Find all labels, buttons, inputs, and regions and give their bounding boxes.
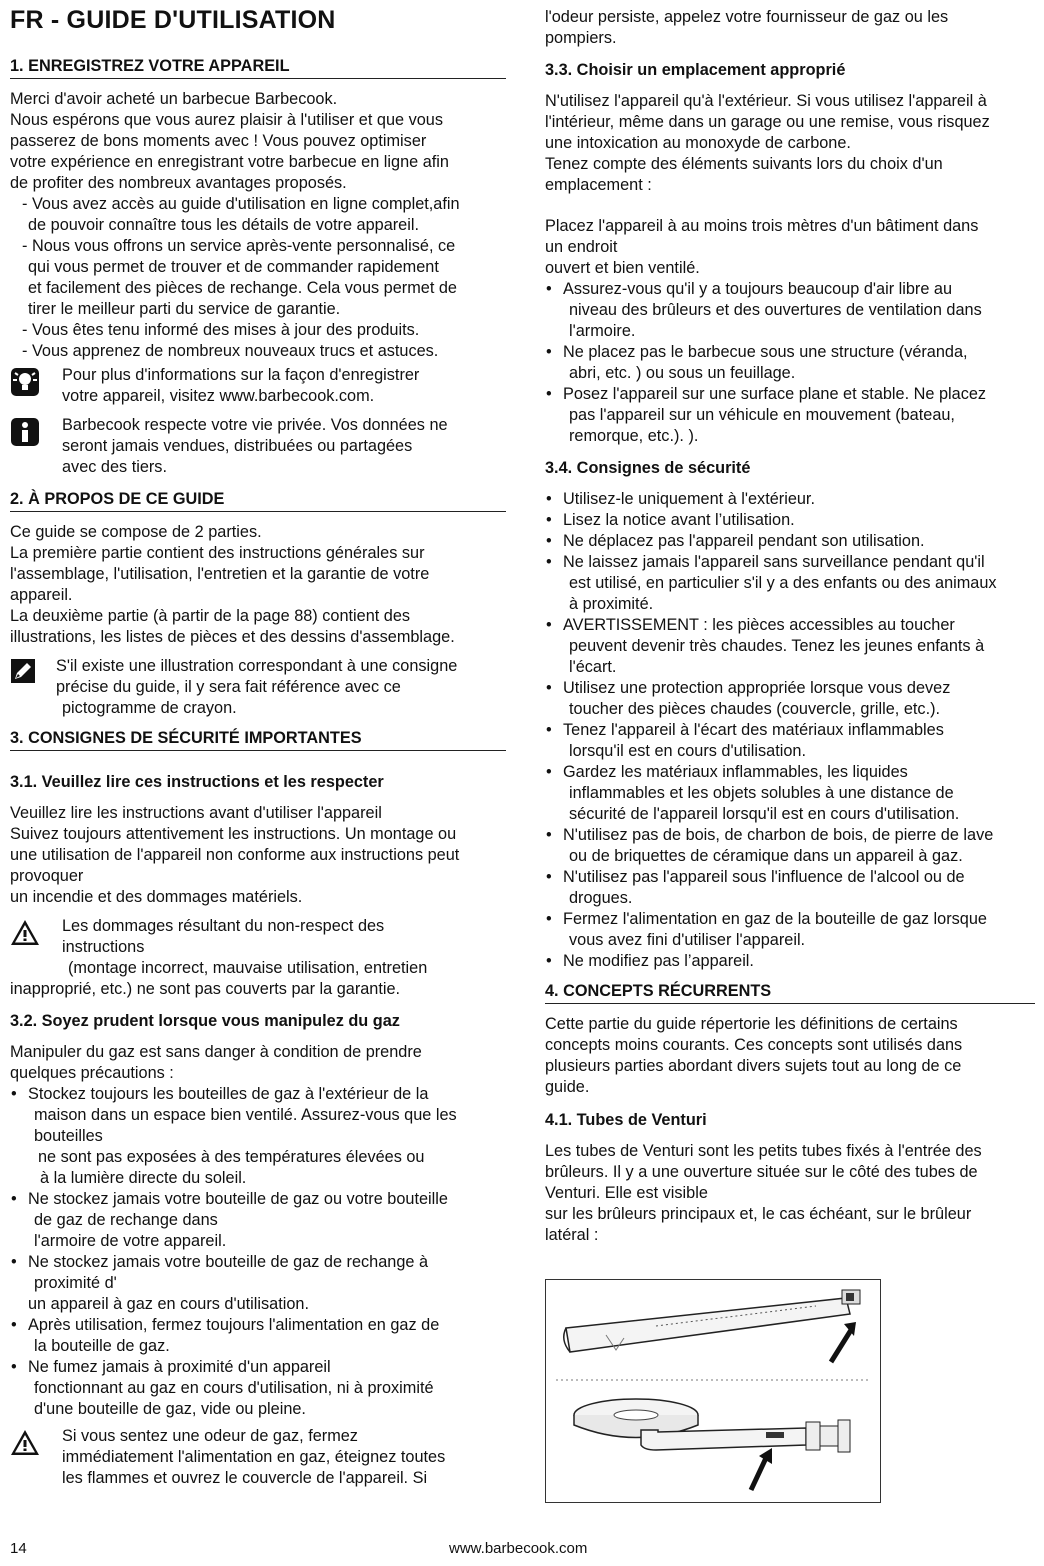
list-item: • N'utilisez pas de bois, de charbon de bois, de pierre de lave ou de briquettes de céramique dans un appareil à gaz. [545,825,1035,867]
register-note: Pour plus d'informations sur la façon d'enregistrer votre appareil, visitez www.barbecook.com. [10,365,506,407]
info-icon [10,417,40,447]
list-item: • Posez l'appareil sur une surface plane et stable. Ne placez pas l'appareil sur un véhicule en mouvement (bateau, remorque, etc.). ). [545,384,1035,447]
section-4-body: Cette partie du guide répertorie les définitions de certains concepts moins courants. Ces concepts sont utilisés dans plusieurs parties abordant divers sujets tout au long de ce guide. [545,1015,963,1096]
list-item: • Ne placez pas le barbecue sous une structure (véranda, abri, etc. ) ou sous un feuillage. [545,342,1035,384]
gas-smell-warning: Si vous sentez une odeur de gaz, fermez immédiatement l'alimentation en gaz, éteignez toutes les flammes et ouvrez le couvercle de l'appareil. Si [10,1426,506,1489]
list-item: • N'utilisez pas l'appareil sous l'influence de l'alcool ou de drogues. [545,867,1035,909]
placement-list [545,279,1035,447]
list-item: • Ne fumez jamais à proximité d'un appareil fonctionnant au gaz en cours d'utilisation, ni à proximité d'une bouteille de gaz, vide ou pleine. [10,1357,506,1420]
placement-paragraph: Placez l'appareil à au moins trois mètres d'un bâtiment dans un endroit ouvert et bien ventilé. [545,217,979,277]
list-item: • Lisez la notice avant l’utilisation. [545,510,1035,531]
venturi-tubes-figure [545,1279,881,1503]
damage-warning-tail: inapproprié, etc.) ne sont pas couverts par la garantie. [10,980,401,998]
left-column [10,0,506,1489]
list-item: • Après utilisation, fermez toujours l'alimentation en gaz de la bouteille de gaz. [10,1315,506,1357]
privacy-note: Barbecook respecte votre vie privée. Vos données ne seront jamais vendues, distribuées ou partagées avec des tiers. [10,415,506,478]
pencil-icon [10,658,36,684]
list-item: • Utilisez une protection appropriée lorsque vous devez toucher des pièces chaudes (couvercle, grille, etc.). [545,678,1035,720]
list-item: • Utilisez-le uniquement à l'extérieur. [545,489,1035,510]
page-number: 14 [10,1540,27,1557]
gas-smell-warning-continued: l'odeur persiste, appelez votre fournisseur de gaz ou les pompiers. [545,8,949,47]
warning-icon [10,1428,40,1458]
list-item: • Gardez les matériaux inflammables, les liquides inflammables et les objets solubles à une distance de sécurité de l'appareil lorsqu'il est en cours d'utilisation. [545,762,1035,825]
section-4-1-heading: 4.1. Tubes de Venturi [545,1111,707,1129]
list-item: • Ne stockez jamais votre bouteille de gaz de rechange à proximité d' un appareil à gaz en cours d'utilisation. [10,1252,506,1315]
register-bulb-icon [10,367,40,397]
section-2-body: Ce guide se compose de 2 parties. La première partie contient des instructions générales sur l'assemblage, l'utilisation, l'entretien et la garantie de votre appareil. La deuxième partie (à partir de la page 88) contient des illustrations, les listes de pièces et des dessins d'assemblage. [10,523,455,646]
pencil-note: S'il existe une illustration correspondant à une consigne précise du guide, il y sera fait référence avec ce pictogramme de crayon. [10,656,506,719]
list-item: • AVERTISSEMENT : les pièces accessibles au toucher peuvent devenir très chaudes. Tenez les jeunes enfants à l'écart. [545,615,1035,678]
section-1-heading: 1. ENREGISTREZ VOTRE APPAREIL [10,56,506,79]
list-item: • Ne modifiez pas l’appareil. [545,951,1035,972]
gas-handling-list [10,1084,506,1420]
damage-warning: Les dommages résultant du non-respect des instructions (montage incorrect, mauvaise utilisation, entretien [10,916,506,979]
warning-icon [10,918,40,948]
section-3-3-body: N'utilisez l'appareil qu'à l'extérieur. Si vous utilisez l'appareil à l'intérieur, même dans un garage ou une remise, vous risquez une intoxication au monoxyde de carbone. Tenez compte des éléments suivants lors du choix d'un emplacement : [545,92,990,194]
list-item: • Tenez l'appareil à l'écart des matériaux inflammables lorsqu'il est en cours d'utilisation. [545,720,1035,762]
section-3-1-heading: 3.1. Veuillez lire ces instructions et les respecter [10,773,384,791]
section-3-3-heading: 3.3. Choisir un emplacement approprié [545,61,846,79]
right-column [545,0,1035,1246]
section-1-intro: Merci d'avoir acheté un barbecue Barbecook. Nous espérons que vous aurez plaisir à l'utiliser et que vous passerez de bons moments avec ! Vous pouvez optimiser votre expérience en enregistrant votre barbecue en ligne afin de profiter des nombreux avantages proposés. [10,90,449,192]
list-item: • Fermez l'alimentation en gaz de la bouteille de gaz lorsque vous avez fini d'utiliser l'appareil. [545,909,1035,951]
list-item: • Assurez-vous qu'il y a toujours beaucoup d'air libre au niveau des brûleurs et des ouvertures de ventilation dans l'armoire. [545,279,1035,342]
list-item: • Stockez toujours les bouteilles de gaz à l'extérieur de la maison dans un espace bien ventilé. Assurez-vous que les bouteilles ne sont pas exposées à des températures élevées ou à la lumière directe du soleil. [10,1084,506,1189]
list-item: • Ne déplacez pas l'appareil pendant son utilisation. [545,531,1035,552]
footer-url[interactable]: www.barbecook.com [449,1540,588,1557]
list-item: • Ne laissez jamais l'appareil sans surveillance pendant qu'il est utilisé, en particulier s'il y a des enfants ou des animaux à proximité. [545,552,1035,615]
section-3-2-intro: Manipuler du gaz est sans danger à condition de prendre quelques précautions : [10,1043,422,1082]
section-2-heading: 2. À PROPOS DE CE GUIDE [10,489,506,512]
section-4-1-body: Les tubes de Venturi sont les petits tubes fixés à l'entrée des brûleurs. Il y a une ouverture située sur le côté des tubes de Venturi. Elle est visible sur les brûleurs principaux et, le cas échéant, sur le brûleur latéral : [545,1142,982,1244]
list-item: • Ne stockez jamais votre bouteille de gaz ou votre bouteille de gaz de rechange dans l'armoire de votre appareil. [10,1189,506,1252]
venturi-illustration [546,1280,880,1502]
section-3-heading: 3. CONSIGNES DE SÉCURITÉ IMPORTANTES [10,728,506,751]
section-4-heading: 4. CONCEPTS RÉCURRENTS [545,981,1035,1004]
section-3-4-heading: 3.4. Consignes de sécurité [545,459,751,477]
section-3-2-heading: 3.2. Soyez prudent lorsque vous manipulez du gaz [10,1012,400,1030]
section-3-1-body: Veuillez lire les instructions avant d'utiliser l'appareil Suivez toujours attentivement les instructions. Un montage ou une utilisation de l'appareil non conforme aux instructions peut provoquer un incendie et des dommages matériels. [10,804,460,906]
page-title: FR - GUIDE D'UTILISATION [10,6,336,34]
safety-list [545,489,1035,972]
section-1-benefits: - Vous avez accès au guide d'utilisation en ligne complet,afin de pouvoir connaître tous les détails de votre appareil. - Nous vous offrons un service après-vente personnalisé, ce qui vous permet de trouver et de commander rapidement et facilement des pièces de rechange. Cela vous permet de tirer le meilleur parti du service de garantie. - Vous êtes tenu informé des mises à jour des produits. - Vous apprenez de nombreux nouveaux trucs et astuces. [22,195,460,360]
